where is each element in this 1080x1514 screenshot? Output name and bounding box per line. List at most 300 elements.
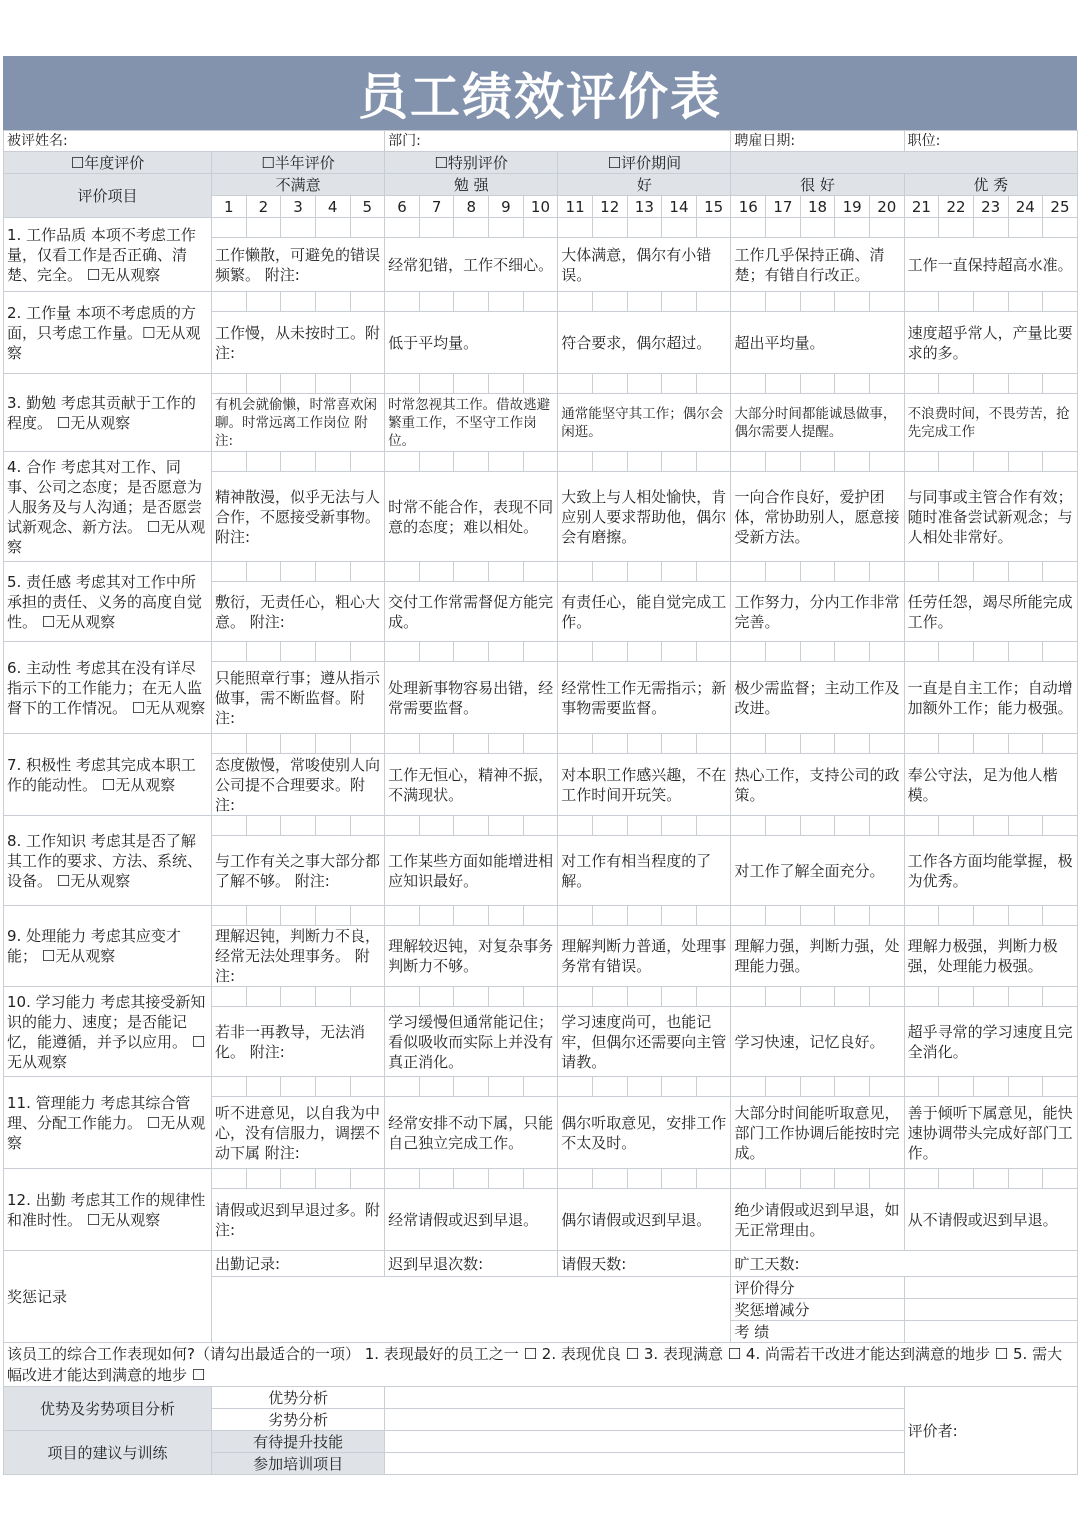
score-box[interactable] xyxy=(454,734,489,754)
reward-adjust-field[interactable] xyxy=(904,1299,1077,1321)
score-box[interactable] xyxy=(731,906,766,926)
score-box[interactable] xyxy=(904,734,939,754)
score-box[interactable] xyxy=(1043,906,1078,926)
score-box[interactable] xyxy=(800,562,835,582)
score-box[interactable] xyxy=(385,987,420,1007)
score-box[interactable] xyxy=(419,987,454,1007)
score-box[interactable] xyxy=(627,734,662,754)
score-box[interactable] xyxy=(939,218,974,238)
score-box[interactable] xyxy=(489,642,524,662)
score-box[interactable] xyxy=(662,906,697,926)
score-box[interactable] xyxy=(1008,906,1043,926)
leave-days-field[interactable]: 请假天数: xyxy=(558,1251,731,1277)
score-box[interactable] xyxy=(662,816,697,836)
score-box[interactable] xyxy=(627,562,662,582)
score-box[interactable] xyxy=(315,562,350,582)
score-box[interactable] xyxy=(766,906,801,926)
score-box[interactable] xyxy=(350,452,385,472)
score-box[interactable] xyxy=(419,1169,454,1189)
score-box[interactable] xyxy=(523,374,558,394)
score-box[interactable] xyxy=(696,1077,731,1097)
score-box[interactable] xyxy=(350,906,385,926)
score-box[interactable] xyxy=(939,562,974,582)
score-box[interactable] xyxy=(766,642,801,662)
score-box[interactable] xyxy=(315,816,350,836)
overall-performance[interactable]: 该员工的综合工作表现如何?（请勾出最适合的一项） 1. 表现最好的员工之一 ☐ 2. 表现优良 ☐ 3. 表现满意 ☐ 4. 尚需若干改进才能达到满意的地步 ☐ 5. 需大幅改进才能达到满意的地步 ☐ xyxy=(4,1343,1078,1387)
score-box[interactable] xyxy=(246,642,281,662)
score-box[interactable] xyxy=(973,1077,1008,1097)
score-box[interactable] xyxy=(523,1169,558,1189)
score-box[interactable] xyxy=(1008,1169,1043,1189)
weakness-field[interactable] xyxy=(385,1409,904,1431)
score-box[interactable] xyxy=(489,218,524,238)
score-box[interactable] xyxy=(315,642,350,662)
score-box[interactable] xyxy=(592,816,627,836)
score-box[interactable] xyxy=(523,642,558,662)
score-box[interactable] xyxy=(454,642,489,662)
score-box[interactable] xyxy=(592,1077,627,1097)
score-box[interactable] xyxy=(489,734,524,754)
score-box[interactable] xyxy=(592,562,627,582)
score-box[interactable] xyxy=(869,734,904,754)
score-option[interactable]: 5 xyxy=(350,196,385,218)
score-box[interactable] xyxy=(281,906,316,926)
score-box[interactable] xyxy=(869,906,904,926)
score-box[interactable] xyxy=(766,734,801,754)
score-box[interactable] xyxy=(973,906,1008,926)
score-option[interactable]: 3 xyxy=(281,196,316,218)
score-box[interactable] xyxy=(419,642,454,662)
score-box[interactable] xyxy=(212,1077,247,1097)
score-box[interactable] xyxy=(592,452,627,472)
score-box[interactable] xyxy=(835,292,870,312)
score-box[interactable] xyxy=(523,1077,558,1097)
evaluator-field[interactable]: 评价者: xyxy=(904,1387,1077,1475)
score-box[interactable] xyxy=(835,734,870,754)
score-box[interactable] xyxy=(835,987,870,1007)
score-box[interactable] xyxy=(869,1077,904,1097)
score-box[interactable] xyxy=(731,218,766,238)
score-box[interactable] xyxy=(662,642,697,662)
score-option[interactable]: 8 xyxy=(454,196,489,218)
score-box[interactable] xyxy=(350,292,385,312)
score-box[interactable] xyxy=(766,218,801,238)
score-box[interactable] xyxy=(419,452,454,472)
score-box[interactable] xyxy=(1043,734,1078,754)
score-box[interactable] xyxy=(1008,452,1043,472)
score-box[interactable] xyxy=(489,1077,524,1097)
score-box[interactable] xyxy=(385,1169,420,1189)
score-box[interactable] xyxy=(731,562,766,582)
score-box[interactable] xyxy=(835,1169,870,1189)
score-box[interactable] xyxy=(523,734,558,754)
score-box[interactable] xyxy=(800,906,835,926)
score-option[interactable]: 6 xyxy=(385,196,420,218)
score-box[interactable] xyxy=(385,562,420,582)
score-option[interactable]: 12 xyxy=(592,196,627,218)
score-box[interactable] xyxy=(281,562,316,582)
score-box[interactable] xyxy=(696,642,731,662)
score-box[interactable] xyxy=(523,562,558,582)
score-box[interactable] xyxy=(212,906,247,926)
score-box[interactable] xyxy=(731,642,766,662)
score-box[interactable] xyxy=(662,1169,697,1189)
score-box[interactable] xyxy=(385,734,420,754)
score-option[interactable]: 17 xyxy=(766,196,801,218)
score-box[interactable] xyxy=(592,292,627,312)
score-box[interactable] xyxy=(766,1077,801,1097)
score-box[interactable] xyxy=(904,562,939,582)
score-box[interactable] xyxy=(350,374,385,394)
score-box[interactable] xyxy=(835,562,870,582)
score-box[interactable] xyxy=(489,987,524,1007)
score-box[interactable] xyxy=(350,218,385,238)
score-box[interactable] xyxy=(212,987,247,1007)
score-box[interactable] xyxy=(869,1169,904,1189)
score-box[interactable] xyxy=(1043,292,1078,312)
score-box[interactable] xyxy=(766,292,801,312)
score-box[interactable] xyxy=(385,374,420,394)
score-box[interactable] xyxy=(1008,374,1043,394)
score-box[interactable] xyxy=(246,1077,281,1097)
score-box[interactable] xyxy=(731,987,766,1007)
score-option[interactable]: 21 xyxy=(904,196,939,218)
score-box[interactable] xyxy=(350,562,385,582)
score-box[interactable] xyxy=(454,987,489,1007)
score-box[interactable] xyxy=(662,987,697,1007)
score-box[interactable] xyxy=(766,987,801,1007)
score-option[interactable]: 2 xyxy=(246,196,281,218)
score-box[interactable] xyxy=(800,292,835,312)
score-box[interactable] xyxy=(419,816,454,836)
score-box[interactable] xyxy=(489,1169,524,1189)
score-box[interactable] xyxy=(419,1077,454,1097)
score-box[interactable] xyxy=(246,734,281,754)
score-box[interactable] xyxy=(939,734,974,754)
score-box[interactable] xyxy=(523,816,558,836)
score-box[interactable] xyxy=(1043,452,1078,472)
score-box[interactable] xyxy=(558,292,593,312)
score-box[interactable] xyxy=(558,987,593,1007)
score-box[interactable] xyxy=(1008,1077,1043,1097)
score-option[interactable]: 1 xyxy=(212,196,247,218)
score-box[interactable] xyxy=(731,374,766,394)
score-box[interactable] xyxy=(558,1169,593,1189)
score-box[interactable] xyxy=(315,218,350,238)
score-box[interactable] xyxy=(904,218,939,238)
score-box[interactable] xyxy=(246,292,281,312)
score-box[interactable] xyxy=(419,734,454,754)
score-box[interactable] xyxy=(558,1077,593,1097)
score-box[interactable] xyxy=(835,218,870,238)
score-box[interactable] xyxy=(869,642,904,662)
score-box[interactable] xyxy=(558,816,593,836)
score-box[interactable] xyxy=(835,816,870,836)
score-box[interactable] xyxy=(558,906,593,926)
score-box[interactable] xyxy=(523,452,558,472)
score-box[interactable] xyxy=(385,906,420,926)
score-option[interactable]: 15 xyxy=(696,196,731,218)
score-box[interactable] xyxy=(869,374,904,394)
score-box[interactable] xyxy=(454,562,489,582)
score-box[interactable] xyxy=(558,452,593,472)
score-option[interactable]: 7 xyxy=(419,196,454,218)
score-box[interactable] xyxy=(627,1169,662,1189)
score-box[interactable] xyxy=(246,816,281,836)
score-box[interactable] xyxy=(454,816,489,836)
score-box[interactable] xyxy=(212,562,247,582)
strength-field[interactable] xyxy=(385,1387,904,1409)
score-box[interactable] xyxy=(489,816,524,836)
score-box[interactable] xyxy=(696,816,731,836)
score-box[interactable] xyxy=(281,452,316,472)
score-box[interactable] xyxy=(835,1077,870,1097)
score-box[interactable] xyxy=(592,1169,627,1189)
score-box[interactable] xyxy=(1008,562,1043,582)
score-box[interactable] xyxy=(246,374,281,394)
score-box[interactable] xyxy=(662,292,697,312)
score-option[interactable]: 25 xyxy=(1043,196,1078,218)
score-option[interactable]: 10 xyxy=(523,196,558,218)
score-box[interactable] xyxy=(731,734,766,754)
score-box[interactable] xyxy=(800,734,835,754)
score-box[interactable] xyxy=(212,218,247,238)
score-box[interactable] xyxy=(350,1169,385,1189)
score-box[interactable] xyxy=(731,452,766,472)
score-box[interactable] xyxy=(696,1169,731,1189)
score-box[interactable] xyxy=(246,218,281,238)
score-box[interactable] xyxy=(904,452,939,472)
score-box[interactable] xyxy=(662,218,697,238)
score-box[interactable] xyxy=(696,452,731,472)
score-box[interactable] xyxy=(592,642,627,662)
score-box[interactable] xyxy=(281,1077,316,1097)
special-eval-checkbox[interactable]: ☐特别评价 xyxy=(385,152,558,174)
score-box[interactable] xyxy=(454,374,489,394)
score-box[interactable] xyxy=(800,218,835,238)
score-box[interactable] xyxy=(835,452,870,472)
score-box[interactable] xyxy=(454,218,489,238)
position-field[interactable]: 职位: xyxy=(904,131,1077,152)
score-box[interactable] xyxy=(904,906,939,926)
score-box[interactable] xyxy=(973,292,1008,312)
score-box[interactable] xyxy=(627,906,662,926)
score-box[interactable] xyxy=(835,374,870,394)
score-box[interactable] xyxy=(869,452,904,472)
score-option[interactable]: 24 xyxy=(1008,196,1043,218)
score-box[interactable] xyxy=(696,292,731,312)
score-box[interactable] xyxy=(1043,1077,1078,1097)
score-option[interactable]: 16 xyxy=(731,196,766,218)
score-option[interactable]: 11 xyxy=(558,196,593,218)
score-box[interactable] xyxy=(800,642,835,662)
score-box[interactable] xyxy=(246,906,281,926)
score-box[interactable] xyxy=(939,987,974,1007)
score-option[interactable]: 9 xyxy=(489,196,524,218)
score-box[interactable] xyxy=(696,218,731,238)
score-box[interactable] xyxy=(627,218,662,238)
score-box[interactable] xyxy=(939,642,974,662)
score-box[interactable] xyxy=(350,1077,385,1097)
score-box[interactable] xyxy=(1008,734,1043,754)
score-box[interactable] xyxy=(904,642,939,662)
score-box[interactable] xyxy=(973,734,1008,754)
score-box[interactable] xyxy=(904,292,939,312)
score-box[interactable] xyxy=(1008,987,1043,1007)
score-box[interactable] xyxy=(315,374,350,394)
score-box[interactable] xyxy=(800,816,835,836)
score-box[interactable] xyxy=(1008,292,1043,312)
score-box[interactable] xyxy=(904,1077,939,1097)
score-box[interactable] xyxy=(696,987,731,1007)
score-box[interactable] xyxy=(315,987,350,1007)
score-box[interactable] xyxy=(385,642,420,662)
score-option[interactable]: 4 xyxy=(315,196,350,218)
score-box[interactable] xyxy=(454,1077,489,1097)
score-box[interactable] xyxy=(489,452,524,472)
score-box[interactable] xyxy=(350,816,385,836)
score-box[interactable] xyxy=(558,734,593,754)
score-box[interactable] xyxy=(246,1169,281,1189)
score-option[interactable]: 14 xyxy=(662,196,697,218)
score-box[interactable] xyxy=(1008,218,1043,238)
score-box[interactable] xyxy=(766,374,801,394)
score-box[interactable] xyxy=(939,1077,974,1097)
score-box[interactable] xyxy=(419,562,454,582)
score-box[interactable] xyxy=(973,218,1008,238)
score-box[interactable] xyxy=(869,218,904,238)
score-box[interactable] xyxy=(523,906,558,926)
eval-period-checkbox[interactable]: ☐评价期间 xyxy=(558,152,731,174)
score-box[interactable] xyxy=(385,292,420,312)
score-box[interactable] xyxy=(454,292,489,312)
score-box[interactable] xyxy=(1043,987,1078,1007)
score-box[interactable] xyxy=(869,816,904,836)
score-box[interactable] xyxy=(315,1169,350,1189)
score-box[interactable] xyxy=(489,292,524,312)
score-box[interactable] xyxy=(939,452,974,472)
score-box[interactable] xyxy=(281,218,316,238)
score-box[interactable] xyxy=(766,816,801,836)
score-box[interactable] xyxy=(212,374,247,394)
score-box[interactable] xyxy=(419,906,454,926)
score-box[interactable] xyxy=(1008,642,1043,662)
score-box[interactable] xyxy=(627,452,662,472)
score-box[interactable] xyxy=(558,218,593,238)
score-box[interactable] xyxy=(489,562,524,582)
score-box[interactable] xyxy=(281,1169,316,1189)
score-box[interactable] xyxy=(973,452,1008,472)
score-box[interactable] xyxy=(592,374,627,394)
score-box[interactable] xyxy=(731,292,766,312)
score-box[interactable] xyxy=(350,734,385,754)
score-option[interactable]: 13 xyxy=(627,196,662,218)
score-box[interactable] xyxy=(281,734,316,754)
score-box[interactable] xyxy=(454,1169,489,1189)
score-box[interactable] xyxy=(939,374,974,394)
absent-days-field[interactable]: 旷工天数: xyxy=(731,1251,1077,1277)
score-box[interactable] xyxy=(904,1169,939,1189)
score-box[interactable] xyxy=(454,452,489,472)
hire-date-field[interactable]: 聘雇日期: xyxy=(731,131,904,152)
score-box[interactable] xyxy=(558,374,593,394)
score-box[interactable] xyxy=(904,816,939,836)
score-box[interactable] xyxy=(523,292,558,312)
score-box[interactable] xyxy=(212,292,247,312)
score-box[interactable] xyxy=(800,1077,835,1097)
score-box[interactable] xyxy=(385,1077,420,1097)
score-box[interactable] xyxy=(627,1077,662,1097)
name-field[interactable]: 被评姓名: xyxy=(4,131,385,152)
score-option[interactable]: 20 xyxy=(869,196,904,218)
score-box[interactable] xyxy=(315,906,350,926)
training-field[interactable] xyxy=(385,1453,904,1475)
score-box[interactable] xyxy=(662,1077,697,1097)
score-box[interactable] xyxy=(662,374,697,394)
score-box[interactable] xyxy=(800,452,835,472)
score-box[interactable] xyxy=(1043,642,1078,662)
score-box[interactable] xyxy=(1043,562,1078,582)
score-box[interactable] xyxy=(385,816,420,836)
score-box[interactable] xyxy=(419,374,454,394)
score-box[interactable] xyxy=(627,642,662,662)
score-box[interactable] xyxy=(835,906,870,926)
score-box[interactable] xyxy=(315,452,350,472)
attendance-record-field[interactable]: 出勤记录: xyxy=(212,1251,385,1277)
score-box[interactable] xyxy=(315,734,350,754)
score-box[interactable] xyxy=(489,374,524,394)
score-box[interactable] xyxy=(869,292,904,312)
score-box[interactable] xyxy=(1008,816,1043,836)
score-box[interactable] xyxy=(212,734,247,754)
score-box[interactable] xyxy=(973,1169,1008,1189)
score-box[interactable] xyxy=(419,218,454,238)
score-option[interactable]: 22 xyxy=(939,196,974,218)
score-box[interactable] xyxy=(696,906,731,926)
score-box[interactable] xyxy=(696,562,731,582)
score-box[interactable] xyxy=(212,452,247,472)
score-box[interactable] xyxy=(766,1169,801,1189)
score-box[interactable] xyxy=(662,452,697,472)
score-box[interactable] xyxy=(212,816,247,836)
score-box[interactable] xyxy=(973,987,1008,1007)
score-box[interactable] xyxy=(558,562,593,582)
score-box[interactable] xyxy=(662,562,697,582)
score-box[interactable] xyxy=(281,292,316,312)
score-box[interactable] xyxy=(731,816,766,836)
score-box[interactable] xyxy=(869,562,904,582)
score-box[interactable] xyxy=(350,987,385,1007)
score-box[interactable] xyxy=(904,987,939,1007)
score-box[interactable] xyxy=(246,562,281,582)
score-box[interactable] xyxy=(212,642,247,662)
score-box[interactable] xyxy=(385,452,420,472)
score-box[interactable] xyxy=(281,374,316,394)
score-box[interactable] xyxy=(281,987,316,1007)
score-box[interactable] xyxy=(835,642,870,662)
score-box[interactable] xyxy=(592,218,627,238)
score-box[interactable] xyxy=(973,816,1008,836)
score-box[interactable] xyxy=(1043,1169,1078,1189)
eval-score-field[interactable] xyxy=(904,1277,1077,1299)
score-box[interactable] xyxy=(939,816,974,836)
score-box[interactable] xyxy=(939,1169,974,1189)
score-box[interactable] xyxy=(489,906,524,926)
score-box[interactable] xyxy=(454,906,489,926)
score-box[interactable] xyxy=(939,292,974,312)
score-box[interactable] xyxy=(592,987,627,1007)
score-box[interactable] xyxy=(1043,218,1078,238)
